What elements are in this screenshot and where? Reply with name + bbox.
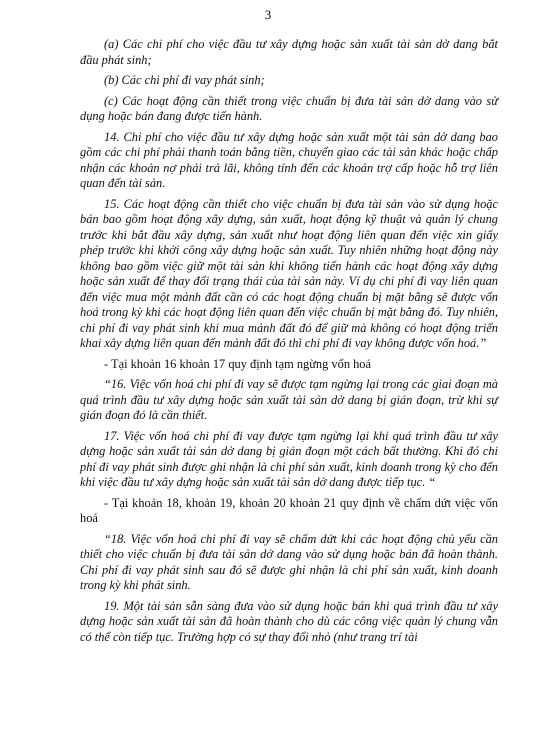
- page-number: 3: [264, 7, 272, 22]
- document-body: [80, 37, 498, 650]
- paragraph-item-c: (c) Các hoạt động cần thiết trong việc chuẩn bị đưa tài sản dở dang vào sử dụng hoặc bán đang được tiến hành.: [80, 93, 498, 123]
- paragraph-note-16-17: - Tại khoản 16 khoản 17 quy định tạm ngừng vốn hoá: [104, 356, 371, 371]
- paragraph-item-a: (a) Các chi phí cho việc đầu tư xây dựng hoặc sản xuất tài sản dở dang bắt đầu phát sinh;: [80, 37, 498, 67]
- paragraph-clause-17: 17. Việc vốn hoá chi phí đi vay được tạm ngừng lại khi quá trình đầu tư xây dựng hoặc sản xuất tài sản dở dang bị gián đoạn một cách bất thường. Khi đó chi phí đi vay phát sinh được ghi nhận là chi phí sản xuất, kinh doanh trong kỳ cho đến khi việc đầu tư xây dựng hoặc sản xuất tài sản dở dang được tiếp tục. “: [80, 428, 498, 489]
- paragraph-clause-18: “18. Việc vốn hoá chi phí đi vay sẽ chấm dứt khi các hoạt động chủ yếu cần thiết cho việc chuẩn bị đưa tài sản dở dang vào sử dụng hoặc bán đã hoàn thành. Chi phí đi vay phát sinh sau đó sẽ được ghi nhận là chi phí sản xuất, kinh doanh trong kỳ khi phát sinh.: [80, 531, 498, 592]
- paragraph-note-18-21: - Tại khoản 18, khoản 19, khoản 20 khoản 21 quy định về chấm dứt việc vốn hoá: [80, 495, 498, 525]
- paragraph-item-b: (b) Các chi phí đi vay phát sinh;: [104, 73, 265, 87]
- paragraph-clause-19: 19. Một tài sản sẵn sàng đưa vào sử dụng hoặc bán khi quá trình đầu tư xây dựng hoặc sản xuất tài sản đã hoàn thành cho dù các công việc quản lý chung vẫn có thể còn tiếp tục. Trường hợp có sự thay đổi nhỏ (như trang trí tài: [80, 598, 498, 644]
- paragraph-clause-14: 14. Chi phí cho việc đầu tư xây dựng hoặc sản xuất một tài sản dở dang bao gồm các chi phí phải thanh toán bằng tiền, chuyển giao các tài sản khác hoặc chấp nhận các khoản nợ phải trả lãi, không tính đến các khoản trợ cấp hoặc hỗ trợ liên quan đến tài sản.: [80, 129, 498, 190]
- paragraph-clause-16: “16. Việc vốn hoá chi phí đi vay sẽ được tạm ngừng lại trong các giai đoạn mà quá trình đầu tư xây dựng hoặc sản xuất tài sản dở dang bị gián đoạn, trừ khi sự gián đoạn đó là cần thiết.: [80, 377, 498, 422]
- paragraph-clause-15: 15. Các hoạt động cần thiết cho việc chuẩn bị đưa tài sản vào sử dụng hoặc bán bao gồm hoạt động xây dựng, sản xuất, hoạt động kỹ thuật và quản lý chung trước khi bắt đầu xây dựng, sản xuất như hoạt động liên quan đến việc xin giấy phép trước khi khởi công xây dựng hoặc sản xuất. Tuy nhiên những hoạt động này không bao gồm việc giữ một tài sản khi không tiến hành các hoạt động xây dựng hoặc sản xuất để thay đổi trạng thái của tài sản này. Ví dụ chi phí đi vay liên quan đến việc mua một mảnh đất cần có các hoạt động chuẩn bị mặt bằng sẽ được vốn hoá trong kỳ khi các hoạt động liên quan đến việc chuẩn bị mặt bằng đó. Tuy nhiên, chi phí đi vay phát sinh khi mua mảnh đất đó để giữ mà không có hoạt động triển khai xây dựng liên quan đến mảnh đất đó thì chi phí đi vay không được vốn hoá.”: [80, 196, 498, 350]
